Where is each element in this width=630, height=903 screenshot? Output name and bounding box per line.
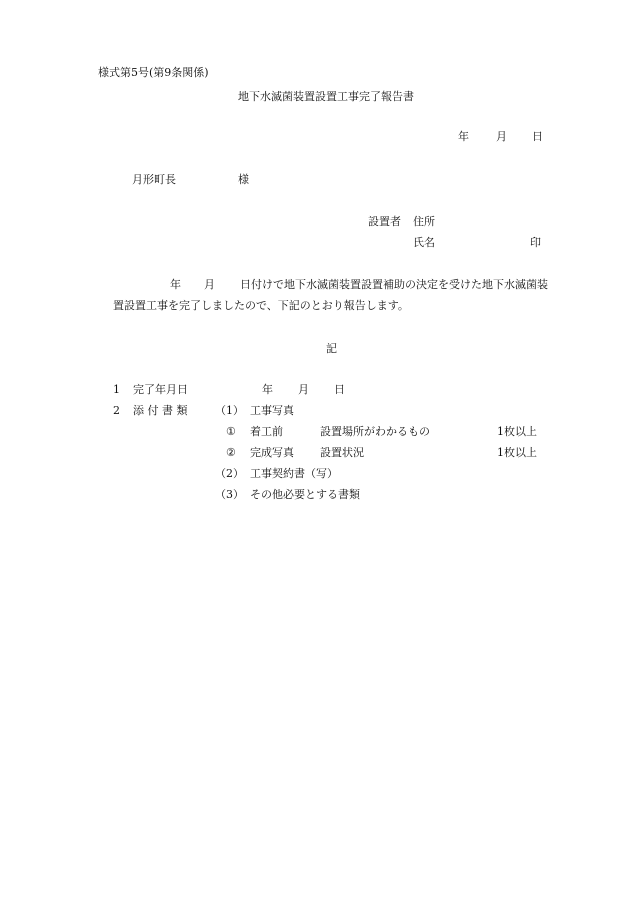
photo-qty: 1枚以上 [497,425,537,438]
photo-desc: 設置場所がわかるもの [320,425,430,438]
item-label: 完了年月日 [133,383,188,396]
item-year-label: 年 [262,383,273,396]
photo-qty: 1枚以上 [497,446,537,459]
photo-name: 着工前 [250,425,283,438]
date-year-label: 年 [458,130,469,143]
installer-seal: 印 [530,236,541,249]
document-title: 地下水滅菌装置設置工事完了報告書 [238,90,414,103]
photo-desc: 設置状況 [320,446,364,459]
body-month-label: 月 [204,278,215,291]
addressee-name: 月形町長 [132,173,176,186]
sub-text: その他必要とする書類 [250,488,360,501]
installer-label: 設置者 [368,215,401,228]
installer-name-label: 氏名 [413,236,435,249]
body-line1: 日付けで地下水滅菌装置設置補助の決定を受けた地下水滅菌装 [240,278,548,291]
body-line2: 置設置工事を完了しましたので、下記のとおり報告します。 [113,299,409,312]
date-month-label: 月 [496,130,507,143]
sub-text: 工事写真 [250,404,294,417]
sub-marker: （2） [215,467,244,480]
photo-marker: ① [226,425,236,438]
sub-marker: （3） [215,488,244,501]
ki-heading: 記 [326,342,337,355]
item-day-label: 日 [334,383,345,396]
item-number: 2 [113,404,120,417]
date-day-label: 日 [532,130,543,143]
photo-name: 完成写真 [250,446,294,459]
sub-text: 工事契約書（写） [250,467,338,480]
form-label: 様式第5号(第9条関係) [98,66,209,79]
sub-marker: （1） [215,404,244,417]
installer-address-label: 住所 [413,215,435,228]
item-label: 添 付 書 類 [133,404,188,417]
item-number: 1 [113,383,120,396]
item-month-label: 月 [298,383,309,396]
photo-marker: ② [226,446,236,459]
body-year-label: 年 [170,278,181,291]
addressee-honorific: 様 [238,173,249,186]
